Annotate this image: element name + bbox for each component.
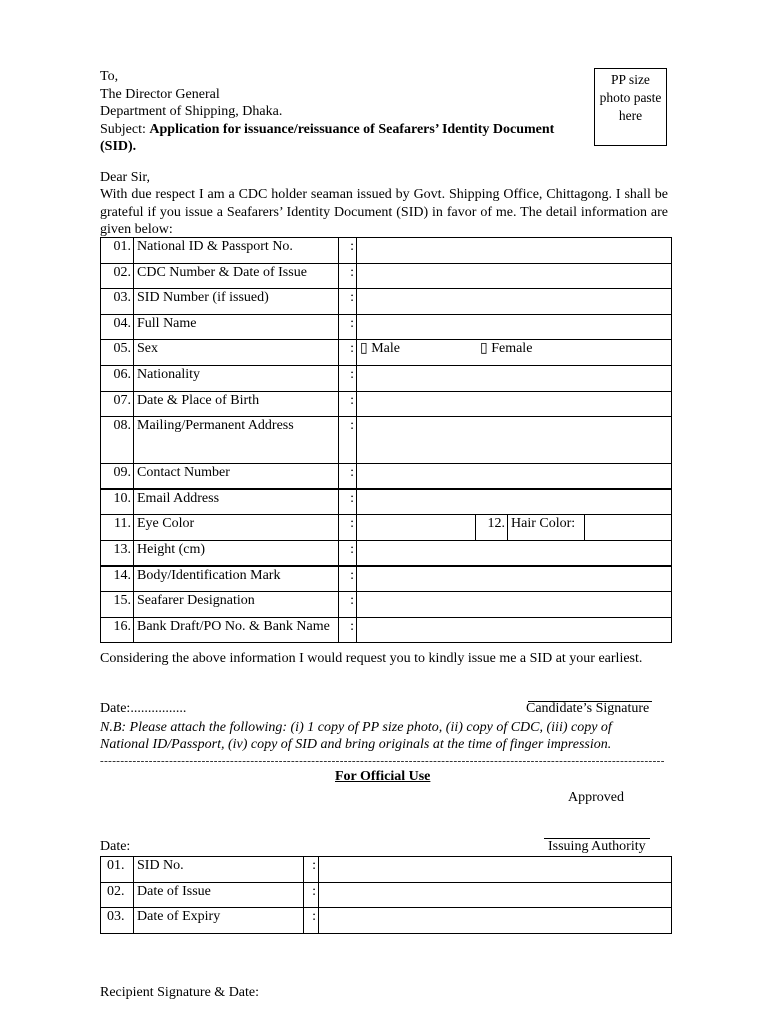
row-label: Contact Number [134,464,339,490]
row-label: Eye Color [134,515,339,541]
subject-line [100,121,580,156]
row-label: Height (cm) [134,540,339,566]
table-row [101,365,672,391]
table-row [101,314,672,340]
recipient-signature-label: Recipient Signature & Date: [100,985,260,1000]
row-number: 15. [101,592,134,618]
row-number: 04. [101,314,134,340]
table-row [101,566,672,592]
eye-color-input[interactable] [357,515,476,541]
row-number: 16. [101,617,134,643]
row-colon: : [339,489,357,515]
table-row [101,617,672,643]
official-row-colon: : [304,882,319,908]
official-row-number: 03. [101,908,134,934]
row-colon: : [339,566,357,592]
table-row [101,882,672,908]
row-label: Sex [134,340,339,366]
row-number: 13. [101,540,134,566]
official-row-label: SID No. [134,857,304,883]
row-label: Body/Identification Mark [134,566,339,592]
salutation: Dear Sir, [100,170,150,185]
row-colon: : [339,540,357,566]
row-value-input[interactable] [357,365,672,391]
official-use-table [100,856,672,934]
row-number: 07. [101,391,134,417]
row-colon: : [339,365,357,391]
row-label: Email Address [134,489,339,515]
row-number: 11. [101,515,134,541]
row-colon: : [339,464,357,490]
row-value-input[interactable] [357,566,672,592]
row-number: 08. [101,417,134,464]
row-value-input[interactable] [357,489,672,515]
table-row [101,263,672,289]
address-recipient: The Director General [100,86,220,102]
letter-body: With due respect I am a CDC holder seaman issued by Govt. Shipping Office, Chittagong. I shall be grateful if you issue a Seafarers’ Identity Document (SID) in favor of me. The detail information are given below: [100,187,668,238]
row-number: 01. [101,238,134,264]
table-row [101,540,672,566]
row-label: Mailing/Permanent Address [134,417,339,464]
official-row-colon: : [304,857,319,883]
row-value-input[interactable] [357,238,672,264]
row-value-input[interactable] [357,617,672,643]
row-value-input[interactable] [357,263,672,289]
photo-box-line3: here [618,108,643,123]
hair-color-label: Hair Color: [508,515,585,541]
row-label: Nationality [134,365,339,391]
row-label: CDC Number & Date of Issue [134,263,339,289]
photo-placeholder-box [594,68,667,146]
row-number: 10. [101,489,134,515]
hair-color-number: 12. [476,515,508,541]
candidate-signature-label: Candidate’s Signature [526,701,650,716]
official-row-value-input[interactable] [319,857,672,883]
official-row-number: 02. [101,882,134,908]
row-label: Bank Draft/PO No. & Bank Name [134,617,339,643]
table-row [101,289,672,315]
row-number: 09. [101,464,134,490]
official-row-label: Date of Expiry [134,908,304,934]
official-row-value-input[interactable] [319,908,672,934]
table-row [101,857,672,883]
table-row [101,592,672,618]
row-number: 14. [101,566,134,592]
address-to: To, [100,69,119,84]
official-date-label: Date: [100,839,131,854]
sex-options-cell [357,340,672,366]
table-row [101,391,672,417]
row-colon: : [339,515,357,541]
row-number: 03. [101,289,134,315]
subject-label: Subject: [100,121,150,137]
subject-text: Application for issuance/reissuance of Seafarers’ Identity Document (SID). [100,121,555,155]
address-block [100,68,580,156]
row-label: Seafarer Designation [134,592,339,618]
row-number: 02. [101,263,134,289]
sex-female-checkbox[interactable]: ▯ Female [480,341,533,357]
row-value-input[interactable] [357,391,672,417]
row-colon: : [339,238,357,264]
row-colon: : [339,289,357,315]
photo-box-line2: photo paste [599,90,662,105]
table-row [101,340,672,366]
issuing-authority-label: Issuing Authority [548,839,646,854]
table-row [101,238,672,264]
table-row [101,417,672,464]
row-colon: : [339,417,357,464]
official-row-value-input[interactable] [319,882,672,908]
table-row [101,908,672,934]
row-value-input[interactable] [357,314,672,340]
row-value-input[interactable] [357,464,672,490]
hair-color-input[interactable] [585,515,672,541]
row-colon: : [339,340,357,366]
table-row [101,515,672,541]
official-row-label: Date of Issue [134,882,304,908]
row-colon: : [339,263,357,289]
sex-male-checkbox[interactable]: ▯ Male [360,341,400,357]
official-use-title: For Official Use [335,769,431,784]
row-label: National ID & Passport No. [134,238,339,264]
row-label: Date & Place of Birth [134,391,339,417]
row-label: SID Number (if issued) [134,289,339,315]
row-value-input[interactable] [357,417,672,464]
closing-request: Considering the above information I would request you to kindly issue me a SID at your earliest. [100,651,643,666]
row-number: 05. [101,340,134,366]
dashed-separator: ------------------------------------------------------------------------------------------------------------------------------------------- [100,755,665,767]
row-colon: : [339,592,357,618]
row-colon: : [339,617,357,643]
row-value-input[interactable] [357,540,672,566]
table-row [101,489,672,515]
address-department: Department of Shipping, Dhaka. [100,104,283,120]
approved-label: Approved [568,790,624,805]
row-colon: : [339,391,357,417]
row-value-input[interactable] [357,289,672,315]
row-number: 06. [101,365,134,391]
row-value-input[interactable] [357,592,672,618]
table-row [101,464,672,490]
date-field: Date:................ [100,701,187,716]
nb-note-line1: N.B: Please attach the following: (i) 1 copy of PP size photo, (ii) copy of CDC, (iii) copy of [100,720,612,735]
row-label: Full Name [134,314,339,340]
row-colon: : [339,314,357,340]
applicant-details-table [100,237,672,643]
photo-box-line1: PP size [611,72,650,87]
official-row-number: 01. [101,857,134,883]
official-row-colon: : [304,908,319,934]
nb-note-line2: National ID/Passport, (iv) copy of SID and bring originals at the time of finger impression. [100,737,612,752]
